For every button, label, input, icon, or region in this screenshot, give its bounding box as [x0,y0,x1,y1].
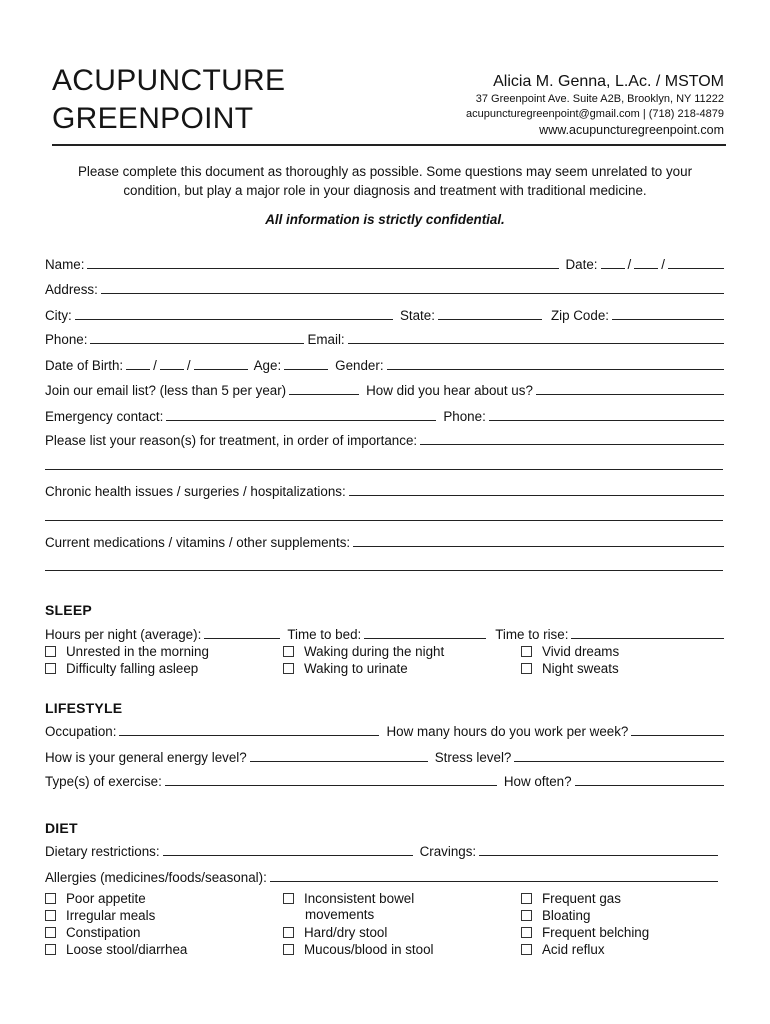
checkbox-icon[interactable] [283,893,294,904]
zip-label: Zip Code: [550,308,609,323]
diet-heading: DIET [45,820,78,836]
zip-field[interactable] [612,319,724,320]
checkbox-frequent-belching[interactable]: Frequent belching [521,924,649,941]
dob-year-field[interactable] [194,369,248,370]
restrictions-field[interactable] [163,855,413,856]
row-phone [45,327,724,347]
chronic-extra-line[interactable] [45,520,723,521]
checkbox-icon[interactable] [45,944,56,955]
bed-time-label: Time to bed: [287,627,362,642]
row-dietary [45,839,718,859]
phone-field[interactable] [90,343,304,344]
row-sleep-times [45,622,724,642]
row-energy [45,745,724,765]
work-hours-field[interactable] [631,735,724,736]
chronic-label: Chronic health issues / surgeries / hospitalizations: [45,484,346,499]
hear-label: How did you hear about us? [366,383,533,398]
date-sep-1: / [627,257,632,272]
checkbox-constipation[interactable]: Constipation [45,924,140,941]
chronic-field[interactable] [349,495,724,496]
checkbox-icon[interactable] [521,646,532,657]
checkbox-icon[interactable] [521,893,532,904]
row-email-list [45,378,724,398]
row-occupation [45,719,724,739]
city-field[interactable] [75,319,393,320]
emergency-phone-field[interactable] [489,420,724,421]
cravings-field[interactable] [479,855,718,856]
row-reasons [45,428,724,448]
date-day-field[interactable] [634,268,658,269]
dob-day-field[interactable] [160,369,184,370]
checkbox-frequent-gas[interactable]: Frequent gas [521,890,621,907]
cravings-label: Cravings: [419,844,477,859]
gender-label: Gender: [335,358,384,373]
email-label: Email: [307,332,345,347]
dob-month-field[interactable] [126,369,150,370]
confidential-notice: All information is strictly confidential. [265,212,505,227]
stress-field[interactable] [514,761,724,762]
checkbox-hard-stool[interactable]: Hard/dry stool [283,924,387,941]
logo-line-1: ACUPUNCTURE [52,64,286,97]
checkbox-icon[interactable] [45,927,56,938]
row-chronic [45,479,724,499]
checkbox-night-sweats[interactable]: Night sweats [521,660,619,677]
medications-label: Current medications / vitamins / other supplements: [45,535,351,550]
practice-address: 37 Greenpoint Ave. Suite A2B, Brooklyn, NY 11222 [475,93,724,105]
checkbox-bloating[interactable]: Bloating [521,907,590,924]
row-dob [45,353,724,373]
checkbox-mucous-blood[interactable]: Mucous/blood in stool [283,941,434,958]
contact-block [466,72,724,138]
age-label: Age: [253,358,282,373]
often-label: How often? [503,774,572,789]
name-label: Name: [45,257,85,272]
checkbox-icon[interactable] [283,646,294,657]
sleep-hours-label: Hours per night (average): [45,627,202,642]
hear-field[interactable] [536,394,724,395]
checkbox-waking-night[interactable]: Waking during the night [283,643,444,660]
energy-label: How is your general energy level? [45,750,247,765]
energy-field[interactable] [250,761,428,762]
checkbox-difficulty-falling-asleep[interactable]: Difficulty falling asleep [45,660,198,677]
address-label: Address: [45,282,98,297]
checkbox-icon[interactable] [521,944,532,955]
checkbox-icon[interactable] [45,663,56,674]
rise-time-label: Time to rise: [495,627,569,642]
email-field[interactable] [348,343,724,344]
checkbox-icon[interactable] [283,927,294,938]
gender-field[interactable] [387,369,724,370]
sleep-heading: SLEEP [45,602,92,618]
checkbox-icon[interactable] [521,663,532,674]
checkbox-icon[interactable] [521,910,532,921]
date-label: Date: [565,257,598,272]
practice-website: www.acupuncturegreenpoint.com [539,123,724,137]
email-list-label: Join our email list? (less than 5 per year) [45,383,287,398]
reasons-field[interactable] [420,444,724,445]
practice-email-phone: acupuncturegreenpoint@gmail.com | (718) 218-4879 [465,108,724,120]
row-name [45,252,724,272]
emergency-phone-label: Phone: [443,409,486,424]
checkbox-icon[interactable] [45,893,56,904]
row-address [45,277,724,297]
reasons-extra-line[interactable] [45,469,723,470]
dob-label: Date of Birth: [45,358,124,373]
sleep-hours-field[interactable] [204,638,280,639]
medications-extra-line[interactable] [45,570,723,571]
allergies-field[interactable] [270,881,718,882]
intro-text [45,162,725,200]
letterhead [52,62,726,146]
lifestyle-heading: LIFESTYLE [45,700,123,716]
checkbox-unrested[interactable]: Unrested in the morning [45,643,209,660]
row-medications [45,530,724,550]
restrictions-label: Dietary restrictions: [45,844,160,859]
row-emergency [45,404,724,424]
age-field[interactable] [284,369,328,370]
occupation-field[interactable] [119,735,379,736]
checkbox-acid-reflux[interactable]: Acid reflux [521,941,605,958]
stress-label: Stress level? [434,750,512,765]
email-list-field[interactable] [289,394,359,395]
row-allergies [45,865,718,885]
reasons-label: Please list your reason(s) for treatment, in order of importance: [45,433,418,448]
city-label: City: [45,308,72,323]
intro-line-1: Please complete this document as thoroughly as possible. Some questions may seem unrelated to your [77,164,693,179]
rise-time-field[interactable] [571,638,724,639]
checkbox-icon[interactable] [45,646,56,657]
medications-field[interactable] [353,546,724,547]
date-month-field[interactable] [601,268,625,269]
state-label: State: [399,308,435,323]
practice-logo [52,62,285,138]
bed-time-field[interactable] [364,638,486,639]
row-exercise [45,769,724,789]
checkbox-inconsistent-bowel[interactable]: Inconsistent bowel [283,890,414,907]
phone-label: Phone: [45,332,88,347]
header-divider [52,144,726,146]
emergency-contact-field[interactable] [166,420,436,421]
emergency-label: Emergency contact: [45,409,164,424]
address-field[interactable] [101,293,724,294]
date-year-field[interactable] [668,268,724,269]
checkbox-loose-stool[interactable]: Loose stool/diarrhea [45,941,187,958]
name-field[interactable] [87,268,558,269]
checkbox-vivid-dreams[interactable]: Vivid dreams [521,643,619,660]
checkbox-poor-appetite[interactable]: Poor appetite [45,890,146,907]
exercise-label: Type(s) of exercise: [45,774,162,789]
practitioner-name: Alicia M. Genna, L.Ac. / MSTOM [493,73,724,90]
often-field[interactable] [575,785,724,786]
exercise-field[interactable] [165,785,497,786]
state-field[interactable] [438,319,542,320]
checkbox-icon[interactable] [283,663,294,674]
dob-sep-1: / [153,358,157,373]
row-city [45,303,724,323]
checkbox-irregular-meals[interactable]: Irregular meals [45,907,155,924]
allergies-label: Allergies (medicines/foods/seasonal): [45,870,267,885]
date-sep-2: / [661,257,665,272]
work-hours-label: How many hours do you work per week? [386,724,629,739]
checkbox-waking-urinate[interactable]: Waking to urinate [283,660,408,677]
checkbox-icon[interactable] [45,910,56,921]
logo-line-2: GREENPOINT [52,102,254,135]
dob-sep-2: / [186,358,191,373]
occupation-label: Occupation: [45,724,117,739]
intro-line-2: condition, but play a major role in your diagnosis and treatment with traditional medicine. [123,183,647,198]
checkbox-icon[interactable] [521,927,532,938]
checkbox-icon[interactable] [283,944,294,955]
inconsistent-bowel-continued: movements [305,907,375,922]
